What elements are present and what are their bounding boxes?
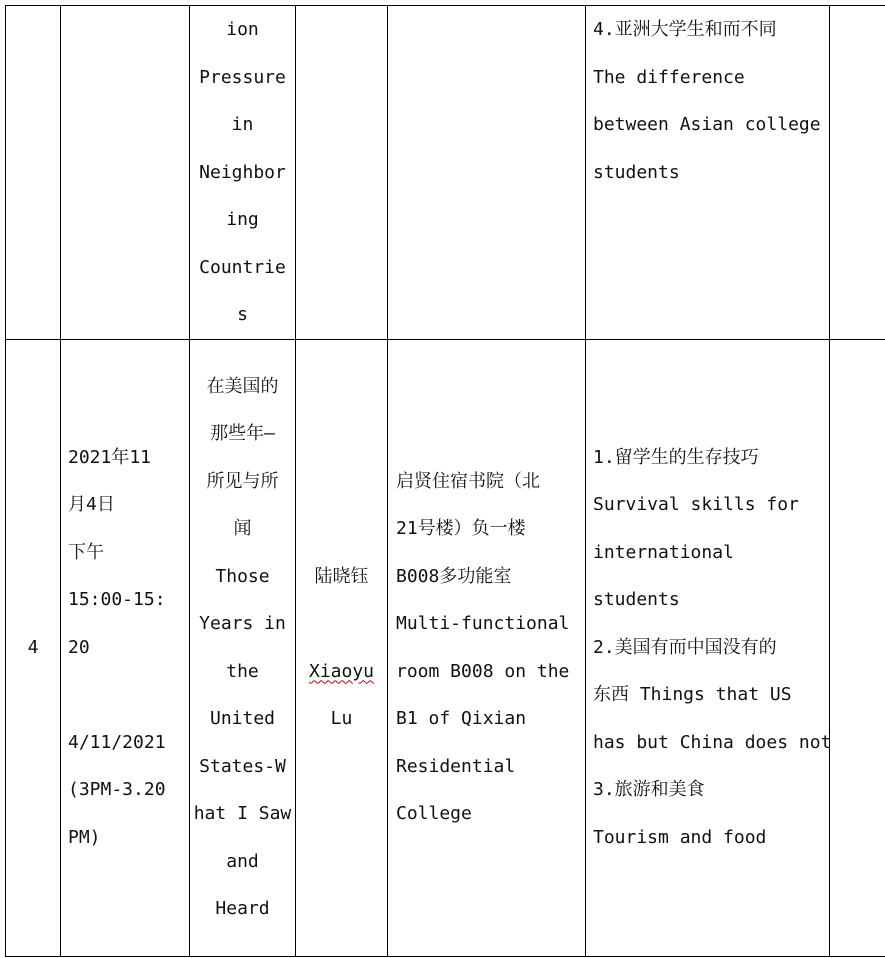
venue-cell: [388, 6, 586, 340]
topic-line: 那些年—: [210, 423, 275, 444]
content-line: international: [593, 541, 734, 563]
speaker-name-en: Xiaoyu: [308, 660, 375, 682]
venue-line: 启贤住宿书院（北: [396, 470, 540, 492]
venue-line: room B008 on the: [396, 660, 570, 682]
notes-cell: [830, 339, 885, 956]
table-row: [6, 339, 885, 956]
topic-line: s: [237, 304, 248, 325]
number-cell: [6, 339, 61, 956]
row-number: 4: [27, 636, 39, 658]
venue-line: B1 of Qixian: [396, 708, 527, 729]
content-line: Survival skills for: [593, 494, 799, 516]
date-line: 15:00-15:: [68, 589, 166, 611]
schedule-table: [5, 5, 885, 957]
venue-line: College: [396, 803, 472, 824]
venue-cell: [388, 339, 586, 956]
content-line: The difference: [593, 66, 745, 88]
topic-cell: [190, 339, 296, 956]
content-line: has but China does not: [593, 731, 832, 753]
spacer: [296, 600, 387, 648]
topic-line: 在美国的: [206, 375, 279, 397]
content-line: 3.旅游和美食: [593, 779, 705, 801]
content-line: students: [593, 161, 680, 183]
topic-line: Those: [215, 565, 270, 587]
date-line: 20: [68, 636, 90, 658]
venue-line: B008多功能室: [396, 565, 512, 587]
topic-line: Heard: [215, 898, 270, 919]
content-line: students: [593, 589, 680, 611]
topic-line: and: [226, 850, 259, 872]
venue-line: Multi-functional: [396, 613, 570, 634]
topic-line: Pressure: [199, 66, 286, 88]
topic-line: ion: [226, 19, 259, 40]
date-cell: [61, 339, 190, 956]
date-en-line: (3PM-3.20: [68, 779, 166, 801]
date-line: 2021年11: [68, 446, 152, 468]
content-line: 4.亚洲大学生和而不同: [593, 19, 777, 40]
content-line: Tourism and food: [593, 826, 767, 848]
venue-line: Residential: [396, 755, 516, 777]
date-line: 下午: [68, 541, 104, 563]
content-line: between Asian college: [593, 114, 821, 135]
speaker-cell: [296, 6, 388, 340]
spacer: [68, 671, 189, 719]
date-en-line: 4/11/2021: [68, 731, 166, 753]
topic-line: 所见与所: [206, 470, 279, 492]
topic-cell: [190, 6, 296, 340]
content-cell: [586, 6, 830, 340]
content-cell: [586, 339, 830, 956]
table-row: [6, 6, 885, 340]
topic-line: United: [209, 708, 276, 729]
notes-cell: [830, 6, 885, 340]
date-cell: [61, 6, 190, 340]
topic-line: hat I Saw: [193, 803, 292, 824]
speaker-cell: [296, 339, 388, 956]
venue-line: 21号楼）负一楼: [396, 518, 526, 539]
topic-line: Countrie: [199, 256, 286, 278]
speaker-name-en: Lu: [330, 708, 353, 729]
topic-line: Years in: [199, 613, 286, 634]
topic-line: States-W: [199, 755, 286, 777]
content-line: 1.留学生的生存技巧: [593, 446, 759, 468]
content-line: 2.美国有而中国没有的: [593, 636, 777, 658]
date-en-line: PM): [68, 826, 101, 848]
date-line: 月4日: [68, 494, 115, 516]
topic-line: ing: [226, 209, 259, 230]
topic-line: Neighbor: [199, 161, 286, 183]
topic-line: in: [231, 114, 254, 135]
content-line: 东西 Things that US: [593, 684, 792, 706]
topic-line: 闻: [233, 518, 252, 539]
speaker-name-cn: 陆晓钰: [314, 565, 369, 587]
topic-line: the: [226, 660, 259, 682]
number-cell: [6, 6, 61, 340]
